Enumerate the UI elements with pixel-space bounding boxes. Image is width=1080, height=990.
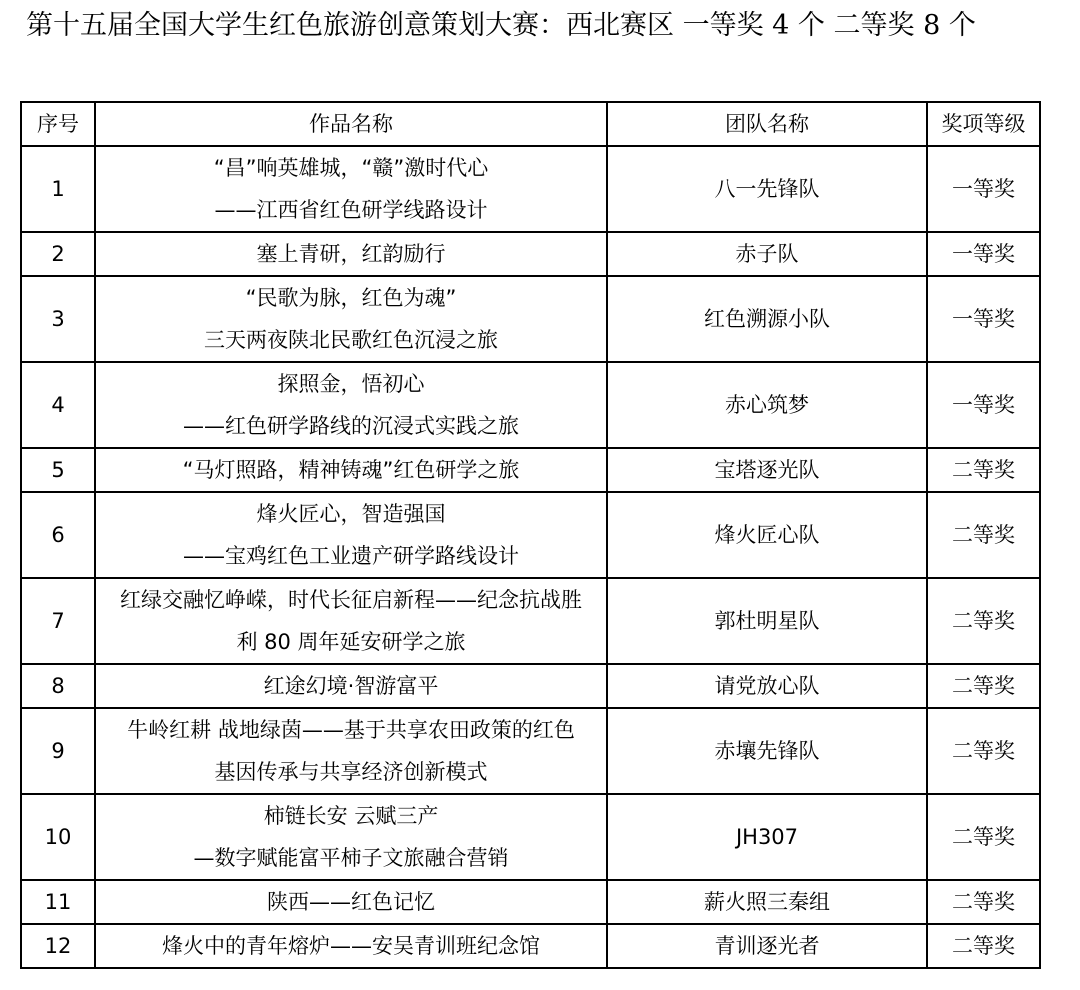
cell-name-line: “马灯照路，精神铸魂”红色研学之旅: [182, 458, 520, 482]
table-row: [21, 708, 1040, 794]
table-header-row: [21, 102, 1040, 146]
cell-no: 1: [21, 146, 95, 232]
cell-name: [95, 362, 607, 448]
cell-award: 二等奖: [927, 448, 1040, 492]
cell-name-line: 基因传承与共享经济创新模式: [214, 760, 488, 784]
cell-team: 请党放心队: [607, 664, 927, 708]
awards-table: [20, 101, 1041, 969]
cell-award: 二等奖: [927, 492, 1040, 578]
cell-name: [95, 664, 607, 708]
cell-no: 10: [21, 794, 95, 880]
cell-award: 一等奖: [927, 362, 1040, 448]
header-team: 团队名称: [607, 102, 927, 146]
table-row: [21, 232, 1040, 276]
table-row: [21, 146, 1040, 232]
table-row: [21, 664, 1040, 708]
table-row: [21, 794, 1040, 880]
cell-name: [95, 232, 607, 276]
table-row: [21, 880, 1040, 924]
cell-no: 9: [21, 708, 95, 794]
cell-name-line: 三天两夜陕北民歌红色沉浸之旅: [204, 328, 498, 352]
cell-award: 二等奖: [927, 664, 1040, 708]
cell-award: 二等奖: [927, 924, 1040, 968]
cell-team: 红色溯源小队: [607, 276, 927, 362]
cell-name-line: 利 80 周年延安研学之旅: [236, 630, 466, 654]
header-award: 奖项等级: [927, 102, 1040, 146]
cell-name-line: 塞上青研，红韵励行: [256, 242, 446, 266]
cell-name: [95, 924, 607, 968]
cell-award: 一等奖: [927, 276, 1040, 362]
cell-name-line: 红途幻境·智游富平: [263, 674, 439, 698]
page-title: 第十五届全国大学生红色旅游创意策划大赛：西北赛区 一等奖 4 个 二等奖 8 个: [26, 10, 976, 41]
cell-name-line: 探照金，悟初心: [277, 372, 425, 396]
cell-award: 一等奖: [927, 232, 1040, 276]
header-name: 作品名称: [95, 102, 607, 146]
cell-name-line: 红绿交融忆峥嵘，时代长征启新程——纪念抗战胜: [120, 588, 582, 612]
cell-name-line: ——江西省红色研学线路设计: [214, 198, 488, 222]
table-row: [21, 276, 1040, 362]
cell-name-line: ——红色研学路线的沉浸式实践之旅: [183, 414, 519, 438]
cell-name-line: 牛岭红耕 战地绿茵——基于共享农田政策的红色: [127, 718, 575, 742]
cell-name-line: ——宝鸡红色工业遗产研学路线设计: [183, 544, 519, 568]
cell-name-line: 柿链长安 云赋三产: [263, 804, 439, 828]
cell-name-line: 烽火中的青年熔炉——安吴青训班纪念馆: [162, 934, 540, 958]
cell-no: 11: [21, 880, 95, 924]
table-row: [21, 924, 1040, 968]
cell-team: 八一先锋队: [607, 146, 927, 232]
cell-name: [95, 578, 607, 664]
cell-award: 二等奖: [927, 708, 1040, 794]
cell-no: 12: [21, 924, 95, 968]
cell-name: [95, 276, 607, 362]
cell-name-line: “昌”响英雄城，“赣”激时代心: [213, 156, 489, 180]
cell-team: 宝塔逐光队: [607, 448, 927, 492]
cell-no: 6: [21, 492, 95, 578]
table-row: [21, 448, 1040, 492]
table-row: [21, 362, 1040, 448]
cell-name: [95, 492, 607, 578]
cell-team: 薪火照三秦组: [607, 880, 927, 924]
cell-name: [95, 146, 607, 232]
cell-award: 二等奖: [927, 880, 1040, 924]
cell-name-line: 陕西——红色记忆: [267, 890, 435, 914]
cell-no: 5: [21, 448, 95, 492]
cell-team: 郭杜明星队: [607, 578, 927, 664]
table-row: [21, 578, 1040, 664]
header-no: 序号: [21, 102, 95, 146]
cell-award: 一等奖: [927, 146, 1040, 232]
cell-award: 二等奖: [927, 794, 1040, 880]
cell-no: 2: [21, 232, 95, 276]
cell-name: [95, 708, 607, 794]
cell-award: 二等奖: [927, 578, 1040, 664]
cell-team: 青训逐光者: [607, 924, 927, 968]
cell-no: 3: [21, 276, 95, 362]
cell-team: 赤心筑梦: [607, 362, 927, 448]
cell-name-line: —数字赋能富平柿子文旅融合营销: [193, 846, 509, 870]
cell-name: [95, 794, 607, 880]
cell-team: JH307: [607, 794, 927, 880]
cell-team: 烽火匠心队: [607, 492, 927, 578]
cell-team: 赤壤先锋队: [607, 708, 927, 794]
table-row: [21, 492, 1040, 578]
cell-no: 7: [21, 578, 95, 664]
cell-name-line: 烽火匠心，智造强国: [256, 502, 446, 526]
cell-name: [95, 880, 607, 924]
cell-name: [95, 448, 607, 492]
cell-no: 8: [21, 664, 95, 708]
cell-team: 赤子队: [607, 232, 927, 276]
cell-name-line: “民歌为脉，红色为魂”: [245, 286, 457, 310]
cell-no: 4: [21, 362, 95, 448]
